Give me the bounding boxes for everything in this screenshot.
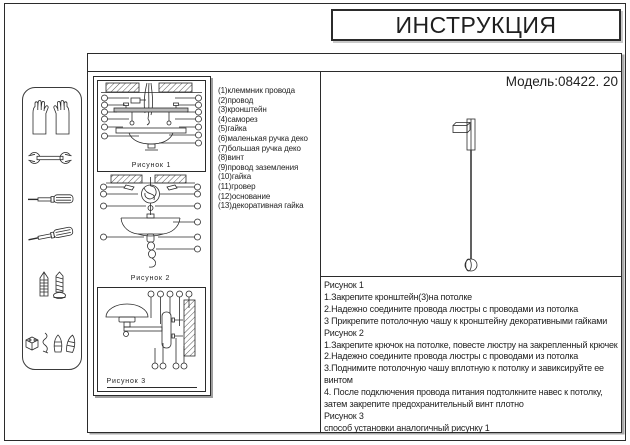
parts-list-item: (4)саморез bbox=[218, 114, 258, 124]
parts-list-item: (2)провод bbox=[218, 95, 254, 105]
instruction-line: 2.Надежно соедините провода люстры с проводами из потолка bbox=[324, 351, 579, 362]
instruction-line: способ установки аналогичный рисунку 1 bbox=[324, 422, 490, 433]
parts-list-item: (13)декоративная гайка bbox=[218, 201, 304, 211]
instruction-line: 3 Прикрепите потолочную чашу к кронштейну декоративными гайками bbox=[324, 315, 608, 326]
wall-anchor-and-screw-icon bbox=[35, 270, 69, 302]
figure-3-caption: Рисунок 3 bbox=[106, 378, 146, 385]
small-fasteners-icon bbox=[24, 330, 80, 356]
pendant-lamp-illustration bbox=[440, 111, 510, 281]
parts-list-item: (7)большая ручка деко bbox=[218, 143, 301, 153]
figures-panel bbox=[93, 76, 211, 396]
instruction-line: Рисунок 2 bbox=[324, 327, 364, 338]
figure-1-caption: Рисунок 1 bbox=[131, 162, 172, 169]
figure-3-underline bbox=[107, 387, 197, 388]
page-title: ИНСТРУКЦИЯ bbox=[331, 9, 621, 41]
instructions-text bbox=[320, 276, 621, 432]
figure-3-diagram bbox=[99, 288, 204, 372]
figure-1-diagram bbox=[99, 81, 204, 155]
instruction-line: 1.Закрепите крючок на потолке, повесте люстру на закрепленный крючек bbox=[324, 339, 618, 350]
parts-list-item: (3)кронштейн bbox=[218, 105, 267, 115]
instruction-line: 1.Закрепите кронштейн(3)на потолке bbox=[324, 291, 472, 302]
parts-list-item: (10)гайка bbox=[218, 172, 252, 182]
parts-list-item: (12)основание bbox=[218, 191, 271, 201]
content-panel bbox=[87, 53, 622, 433]
parts-list-item: (5)гайка bbox=[218, 124, 247, 134]
parts-list-item: (8)винт bbox=[218, 153, 244, 163]
instruction-line: 3.Поднимите потолочную чашу вплотную к потолку и завиксируйте ее винтом bbox=[324, 363, 604, 386]
instruction-line: 2.Надежно соедините провода люстры с проводами из потолка bbox=[324, 303, 579, 314]
figure-1 bbox=[97, 80, 206, 172]
gloves-icon bbox=[28, 99, 74, 137]
model-label: Модель:08422. 20 bbox=[505, 74, 618, 89]
figure-2-diagram bbox=[98, 173, 203, 273]
wrench-icon bbox=[27, 150, 73, 166]
tools-sidebar bbox=[22, 87, 82, 370]
instruction-line: 4. После подключения провода питания подтолкните навес к потолку, затем закрепите предохранительный винт плотно bbox=[324, 387, 603, 410]
parts-list-item: (1)клеммник провода bbox=[218, 86, 295, 95]
figure-2-caption: Рисунок 2 bbox=[130, 275, 171, 282]
figure-2 bbox=[97, 173, 204, 284]
header-divider bbox=[88, 71, 621, 72]
instruction-line: Рисунок 1 bbox=[324, 280, 364, 290]
figure-3 bbox=[97, 287, 206, 392]
instruction-line: Рисунок 3 bbox=[324, 410, 364, 421]
phillips-screwdriver-icon bbox=[26, 224, 76, 246]
parts-list bbox=[218, 86, 318, 211]
parts-list-item: (11)гровер bbox=[218, 181, 256, 191]
parts-list-item: (9)провод заземления bbox=[218, 162, 299, 172]
flat-screwdriver-icon bbox=[27, 193, 75, 205]
parts-list-item: (6)маленькая ручка деко bbox=[218, 133, 308, 143]
